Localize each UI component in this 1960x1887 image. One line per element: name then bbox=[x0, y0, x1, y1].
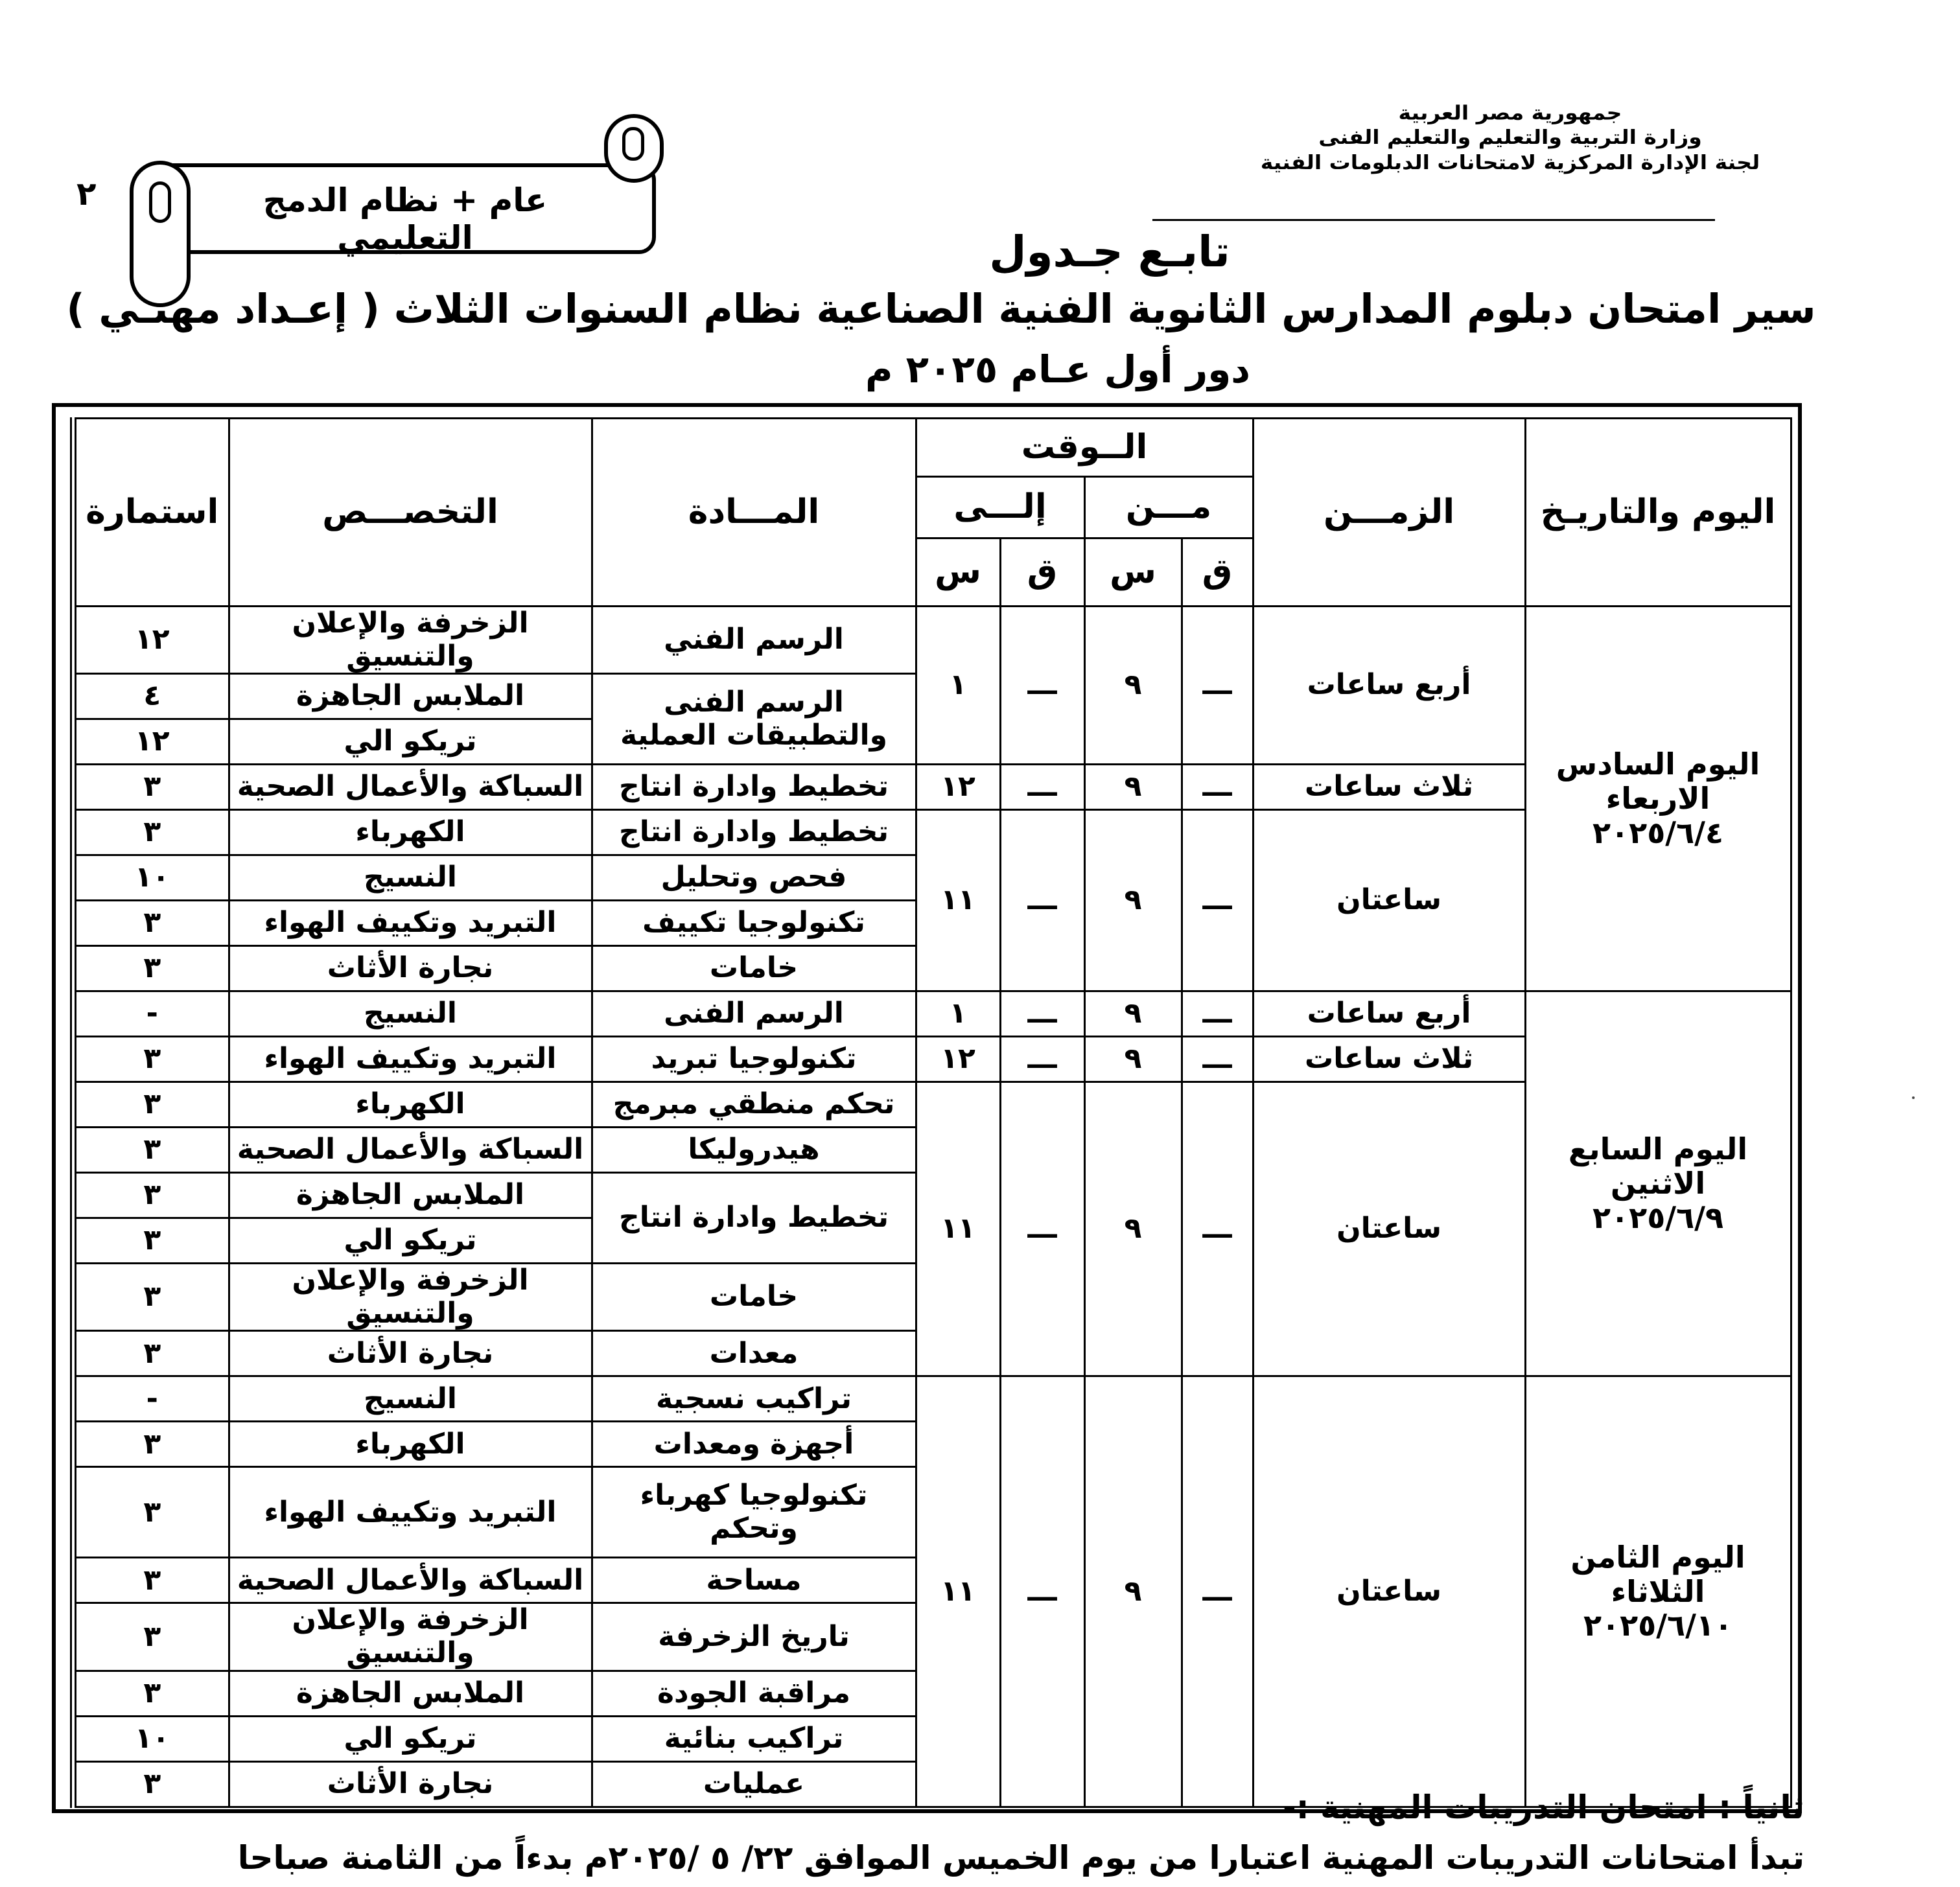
to-q-cell: ـــ bbox=[1000, 1376, 1084, 1807]
subject-cell: عمليات bbox=[592, 1761, 916, 1807]
from-s-cell: ٩ bbox=[1084, 1082, 1182, 1376]
subject-cell: مراقبة الجودة bbox=[592, 1671, 916, 1716]
subject-cell: معدات bbox=[592, 1331, 916, 1376]
spec-cell: التبريد وتكييف الهواء bbox=[229, 1467, 592, 1558]
form-cell: ١٢ bbox=[73, 607, 229, 674]
subject-cell: مساحة bbox=[592, 1558, 916, 1603]
form-cell: ٣ bbox=[73, 1264, 229, 1331]
day-name: اليوم السادس bbox=[1556, 747, 1760, 782]
duration-cell: ساعتان bbox=[1253, 1376, 1525, 1807]
form-cell: ٣ bbox=[73, 1422, 229, 1467]
to-s-cell: ١ bbox=[916, 607, 1000, 765]
subject-cell: تراكيب بنائية bbox=[592, 1716, 916, 1761]
spec-cell: التبريد وتكييف الهواء bbox=[229, 1037, 592, 1082]
subject-cell: خامات bbox=[592, 1264, 916, 1331]
spec-cell: الكهرباء bbox=[229, 810, 592, 855]
to-q-cell: ـــ bbox=[1000, 1037, 1084, 1082]
subject-cell: تخطيط وادارة انتاج bbox=[592, 765, 916, 810]
spec-cell: السباكة والأعمال الصحية bbox=[229, 1128, 592, 1173]
duration-cell: ساعتان bbox=[1253, 1082, 1525, 1376]
to-s-cell: ١ bbox=[916, 991, 1000, 1037]
to-q-cell: ـــ bbox=[1000, 607, 1084, 765]
to-q-cell: ـــ bbox=[1000, 1082, 1084, 1376]
scroll-curl-right-inner bbox=[622, 127, 644, 161]
to-q-cell: ـــ bbox=[1000, 765, 1084, 810]
day-weekday: الاثنين bbox=[1610, 1166, 1706, 1201]
spec-cell: تريكو الي bbox=[229, 1716, 592, 1761]
form-cell: ٣ bbox=[73, 1218, 229, 1264]
day-date: ٢٠٢٥/٦/٩ bbox=[1592, 1200, 1724, 1236]
form-cell: ٣ bbox=[73, 1761, 229, 1807]
header-specialization: التخصـــص bbox=[229, 419, 592, 607]
from-s-cell: ٩ bbox=[1084, 765, 1182, 810]
day-weekday: الاربعاء bbox=[1605, 781, 1710, 816]
from-s-cell: ٩ bbox=[1084, 991, 1182, 1037]
form-cell: ٣ bbox=[73, 765, 229, 810]
day-date-cell bbox=[1525, 607, 1791, 991]
form-cell: ٣ bbox=[73, 810, 229, 855]
subject-cell: تخطيط وادارة انتاج bbox=[592, 810, 916, 855]
spec-cell: الكهرباء bbox=[229, 1082, 592, 1128]
to-s-cell: ١٢ bbox=[916, 1037, 1000, 1082]
subject-cell: تكنولوجيا كهرباء وتحكم bbox=[592, 1467, 916, 1558]
from-q-cell: ـــ bbox=[1182, 607, 1253, 765]
subject-cell: أجهزة ومعدات bbox=[592, 1422, 916, 1467]
form-cell: - bbox=[73, 991, 229, 1037]
header-duration: الزمـــن bbox=[1253, 419, 1525, 607]
spec-cell: الملابس الجاهزة bbox=[229, 674, 592, 719]
subject-cell: خامات bbox=[592, 946, 916, 991]
spec-cell: النسيج bbox=[229, 855, 592, 901]
duration-cell: ساعتان bbox=[1253, 810, 1525, 991]
form-cell: ١٢ bbox=[73, 719, 229, 765]
to-s-cell: ١٢ bbox=[916, 765, 1000, 810]
spec-cell: الملابس الجاهزة bbox=[229, 1173, 592, 1218]
from-q-cell: ـــ bbox=[1182, 1037, 1253, 1082]
title-exam-schedule: سير امتحان دبلوم المدارس الثانوية الفنية الصناعية نظام السنوات الثلاث ( إعـداد مهنـي ) bbox=[66, 285, 1816, 332]
duration-cell: ثلاث ساعات bbox=[1253, 1037, 1525, 1082]
subject-cell: الرسم الفنى والتطبيقات العملية bbox=[592, 674, 916, 765]
from-s-cell: ٩ bbox=[1084, 1037, 1182, 1082]
to-s-cell: ١١ bbox=[916, 1082, 1000, 1376]
exam-schedule-table bbox=[70, 417, 1792, 1808]
speck bbox=[1912, 1096, 1915, 1099]
footer-note: تبدأ امتحانات التدريبات المهنية اعتبارا من يوم الخميس الموافق ٢٢/ ٥ /٢٠٢٥م بدءاً من الثامنة صباحا bbox=[237, 1839, 1804, 1877]
form-cell: ٣ bbox=[73, 1173, 229, 1218]
from-q-cell: ـــ bbox=[1182, 765, 1253, 810]
from-s-cell: ٩ bbox=[1084, 1376, 1182, 1807]
header-from-s: س bbox=[1084, 538, 1182, 607]
spec-cell: التبريد وتكييف الهواء bbox=[229, 901, 592, 946]
header-to: إلـــى bbox=[916, 477, 1084, 538]
to-s-cell: ١١ bbox=[916, 810, 1000, 991]
ministry-header bbox=[1231, 100, 1789, 174]
day-date-cell bbox=[1525, 991, 1791, 1376]
header-to-s: س bbox=[916, 538, 1000, 607]
spec-cell: تريكو الي bbox=[229, 719, 592, 765]
from-q-cell: ـــ bbox=[1182, 810, 1253, 991]
title-continued-table: تابـع جـدول bbox=[989, 227, 1230, 277]
spec-cell: الزخرفة والإعلان والتنسيق bbox=[229, 1603, 592, 1671]
day-name: اليوم السابع bbox=[1568, 1131, 1748, 1167]
title-round-year: دور أول عـام ٢٠٢٥ م bbox=[865, 347, 1251, 391]
duration-cell: أربع ساعات bbox=[1253, 607, 1525, 765]
form-cell: ١٠ bbox=[73, 1716, 229, 1761]
spec-cell: نجارة الأثاث bbox=[229, 1761, 592, 1807]
form-cell: ٣ bbox=[73, 1603, 229, 1671]
subject-cell: تكنولوجيا تكييف bbox=[592, 901, 916, 946]
duration-cell: أربع ساعات bbox=[1253, 991, 1525, 1037]
subject-cell: الرسم الفنى bbox=[592, 991, 916, 1037]
header-rule bbox=[1152, 219, 1715, 221]
header-subject: المـــادة bbox=[592, 419, 916, 607]
spec-cell: الملابس الجاهزة bbox=[229, 1671, 592, 1716]
from-q-cell: ـــ bbox=[1182, 991, 1253, 1037]
form-cell: ٣ bbox=[73, 1128, 229, 1173]
form-cell: - bbox=[73, 1376, 229, 1422]
day-date: ٢٠٢٥/٦/٤ bbox=[1592, 815, 1724, 851]
subject-cell: تحكم منطقي مبرمج bbox=[592, 1082, 916, 1128]
header-from-q: ق bbox=[1182, 538, 1253, 607]
subject-cell: تكنولوجيا تبريد bbox=[592, 1037, 916, 1082]
form-cell: ٣ bbox=[73, 946, 229, 991]
form-cell: ٣ bbox=[73, 1331, 229, 1376]
form-cell: ٣ bbox=[73, 1082, 229, 1128]
page-number: ٢ bbox=[76, 175, 97, 213]
from-q-cell: ـــ bbox=[1182, 1082, 1253, 1376]
spec-cell: السباكة والأعمال الصحية bbox=[229, 765, 592, 810]
header-form: استمارة bbox=[73, 419, 229, 607]
form-cell: ٣ bbox=[73, 1671, 229, 1716]
spec-cell: الكهرباء bbox=[229, 1422, 592, 1467]
banner-text: عام + نظام الدمج التعليمي bbox=[262, 181, 548, 257]
header-line-3: لجنة الإدارة المركزية لامتحانات الدبلومات الفنية bbox=[1260, 150, 1760, 174]
to-q-cell: ـــ bbox=[1000, 991, 1084, 1037]
header-from: مـــن bbox=[1084, 477, 1253, 538]
day-date: ٢٠٢٥/٦/١٠ bbox=[1583, 1608, 1733, 1643]
header-line-2: وزارة التربية والتعليم والتعليم الفنى bbox=[1318, 125, 1702, 149]
spec-cell: النسيج bbox=[229, 1376, 592, 1422]
header-day-date: اليوم والتاريـخ bbox=[1525, 419, 1791, 607]
spec-cell: السباكة والأعمال الصحية bbox=[229, 1558, 592, 1603]
spec-cell: الزخرفة والإعلان والتنسيق bbox=[229, 607, 592, 674]
subject-cell: هيدروليكا bbox=[592, 1128, 916, 1173]
subject-cell: فحص وتحليل bbox=[592, 855, 916, 901]
form-cell: ٣ bbox=[73, 901, 229, 946]
day-date-cell bbox=[1525, 1376, 1791, 1807]
spec-cell: نجارة الأثاث bbox=[229, 1331, 592, 1376]
spec-cell: الزخرفة والإعلان والتنسيق bbox=[229, 1264, 592, 1331]
scroll-curl-left-inner bbox=[149, 181, 171, 223]
form-cell: ٣ bbox=[73, 1558, 229, 1603]
header-to-q: ق bbox=[1000, 538, 1084, 607]
day-weekday: الثلاثاء bbox=[1611, 1573, 1705, 1609]
form-cell: ٣ bbox=[73, 1037, 229, 1082]
subject-cell: تاريخ الزخرفة bbox=[592, 1603, 916, 1671]
subject-cell: تراكيب نسجية bbox=[592, 1376, 916, 1422]
spec-cell: نجارة الأثاث bbox=[229, 946, 592, 991]
subject-cell: تخطيط وادارة انتاج bbox=[592, 1173, 916, 1264]
to-s-cell: ١١ bbox=[916, 1376, 1000, 1807]
from-q-cell: ـــ bbox=[1182, 1376, 1253, 1807]
form-cell: ٤ bbox=[73, 674, 229, 719]
duration-cell: ثلاث ساعات bbox=[1253, 765, 1525, 810]
form-cell: ٣ bbox=[73, 1467, 229, 1558]
footer-heading: ثانياً : امتحان التدريبات المهنية :- bbox=[1282, 1789, 1804, 1826]
to-q-cell: ـــ bbox=[1000, 810, 1084, 991]
spec-cell: النسيج bbox=[229, 991, 592, 1037]
header-line-1: جمهورية مصر العربية bbox=[1398, 100, 1622, 124]
from-s-cell: ٩ bbox=[1084, 607, 1182, 765]
spec-cell: تريكو الي bbox=[229, 1218, 592, 1264]
form-cell: ١٠ bbox=[73, 855, 229, 901]
day-name: اليوم الثامن bbox=[1570, 1539, 1745, 1575]
header-time: الــوقت bbox=[916, 419, 1253, 477]
subject-cell: الرسم الفني bbox=[592, 607, 916, 674]
from-s-cell: ٩ bbox=[1084, 810, 1182, 991]
